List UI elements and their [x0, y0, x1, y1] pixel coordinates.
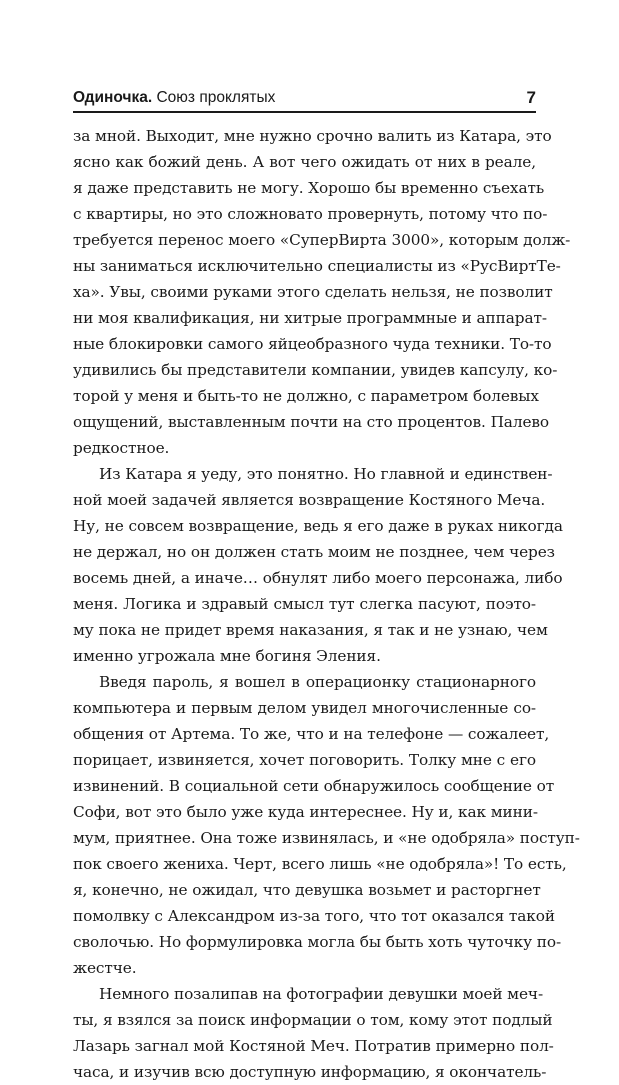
text-line: часа, и изучив всю доступную информацию, я окончатель-	[73, 1063, 547, 1081]
paragraph	[73, 461, 563, 669]
text-line: требуется перенос моего «СуперВирта 3000», которым долж-	[73, 231, 571, 249]
text-line: Введя пароль, я вошел в операционку стационарного	[99, 673, 536, 691]
text-line: Софи, вот это было уже куда интереснее. Ну и, как мини-	[73, 803, 538, 821]
text-line: пок своего жениха. Черт, всего лишь «не одобряла»! То есть,	[73, 855, 567, 873]
text-line: ты, я взялся за поиск информации о том, кому этот подлый	[73, 1011, 553, 1029]
running-title	[73, 89, 275, 107]
text-line: извинений. В социальной сети обнаружилось сообщение от	[73, 777, 555, 795]
text-line: Из Катара я уеду, это понятно. Но главной и единствен-	[99, 465, 553, 483]
text-line: ны заниматься исключительно специалисты из «РусВиртТе-	[73, 257, 561, 275]
text-line: восемь дней, а иначе… обнулят либо моего персонажа, либо	[73, 569, 563, 587]
text-line: ясно как божий день. А вот чего ожидать от них в реале,	[73, 153, 536, 171]
text-line: с квартиры, но это сложновато провернуть, потому что по-	[73, 205, 548, 223]
book-subtitle: Союз проклятых	[156, 89, 276, 106]
text-line: за мной. Выходит, мне нужно срочно валить из Катара, это	[73, 127, 552, 145]
text-line: компьютера и первым делом увидел многочисленные со-	[73, 699, 536, 717]
text-line: Немного позалипав на фотографии девушки моей меч-	[99, 985, 544, 1003]
text-line: редкостное.	[73, 439, 170, 457]
text-line: ной моей задачей является возвращение Костяного Меча.	[73, 491, 546, 509]
text-line: общения от Артема. То же, что и на телефоне — сожалеет,	[73, 725, 550, 743]
text-line: му пока не придет время наказания, я так и не узнаю, чем	[73, 621, 548, 639]
paragraph	[73, 123, 571, 461]
text-line: не держал, но он должен стать моим не позднее, чем через	[73, 543, 555, 561]
text-line: торой у меня и быть-то не должно, с параметром болевых	[73, 387, 539, 405]
text-line: ни моя квалификация, ни хитрые программные и аппарат-	[73, 309, 547, 327]
text-line: ощущений, выставленным почти на сто процентов. Палево	[73, 413, 550, 431]
series-title: Одиночка.	[73, 89, 153, 106]
paragraph	[73, 981, 554, 1085]
page-number: 7	[526, 88, 536, 107]
running-head	[73, 85, 536, 113]
text-line: порицает, извиняется, хочет поговорить. Толку мне с его	[73, 751, 536, 769]
text-line: я, конечно, не ожидал, что девушка возьмет и расторгнет	[73, 881, 541, 899]
text-line: Ну, не совсем возвращение, ведь я его даже в руках никогда	[73, 517, 563, 535]
body-text	[73, 123, 580, 1085]
paragraph	[73, 669, 580, 981]
text-line: меня. Логика и здравый смысл тут слегка пасуют, поэто-	[73, 595, 536, 613]
text-line: ные блокировки самого яйцеобразного чуда техники. То-то	[73, 335, 552, 353]
text-line: помолвку с Александром из-за того, что тот оказался такой	[73, 907, 555, 925]
text-line: Лазарь загнал мой Костяной Меч. Потратив примерно пол-	[73, 1037, 554, 1055]
text-line: мум, приятнее. Она тоже извинялась, и «не одобряла» поступ-	[73, 829, 580, 847]
text-line: именно угрожала мне богиня Эления.	[73, 647, 381, 665]
text-line: удивились бы представители компании, увидев капсулу, ко-	[73, 361, 558, 379]
text-line: сволочью. Но формулировка могла бы быть хоть чуточку по-	[73, 933, 562, 951]
text-line: я даже представить не могу. Хорошо бы временно съехать	[73, 179, 545, 197]
text-line: ха». Увы, своими руками этого сделать нельзя, не позволит	[73, 283, 553, 301]
text-line: жестче.	[73, 959, 137, 977]
